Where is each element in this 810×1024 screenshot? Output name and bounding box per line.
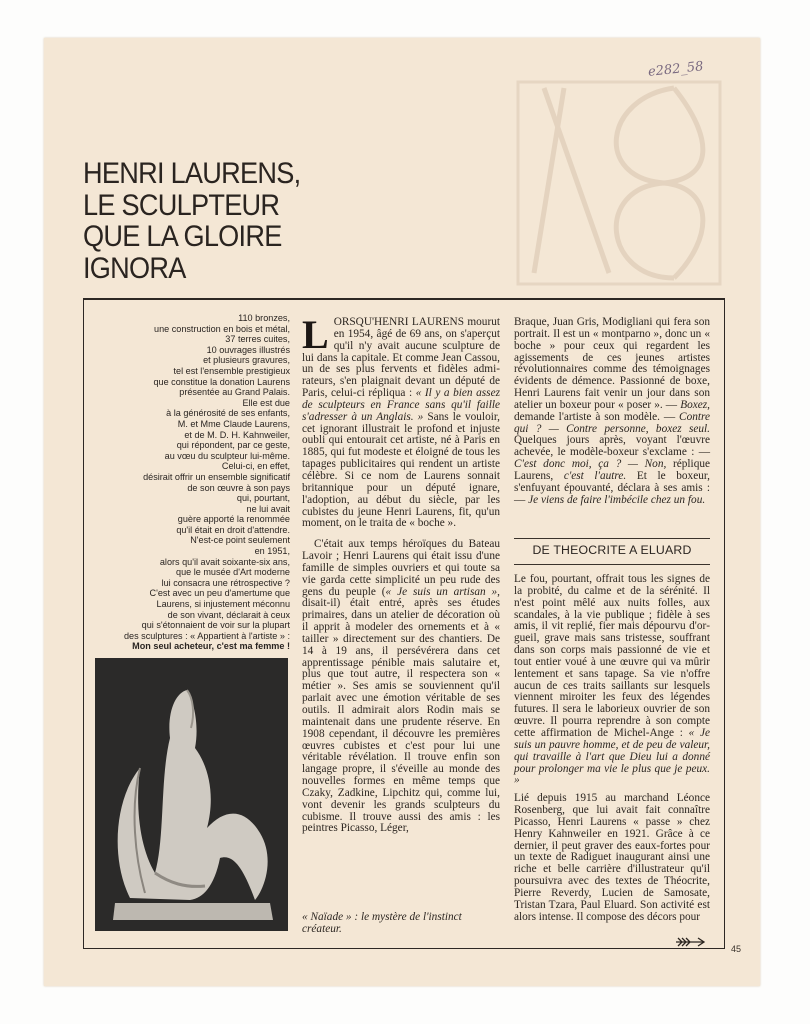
intro-line: C'est avec un peu d'amertume que xyxy=(149,588,290,599)
intro-line: qui s'étonnaient de voir sur la plupart xyxy=(141,620,290,631)
text-segment: Braque, Juan Gris, Modigliani qui fera son portrait. Il est un « montparno », donc un « boche » pour ceux qui regardent les agissements de ces jeunes artistes révolutionnaires comme des témoignages évidents de démence. Passionné de boxe, Henri Laurens fait venir un jour dans son atelier un boxeur pour « poser ». — xyxy=(514,316,710,411)
text-segment: Et le boxeur, s'enfuyant épouvanté, déclara à ses amis : — xyxy=(514,469,711,506)
text-segment: C'était aux temps héroïques du Bateau Lavoir ; Henri Laurens qui était issu d'une famille de simples ouvriers et qui toute sa vie garda cette simplicité un peu rude des gens du peuple ( xyxy=(302,538,500,598)
title-line: LE SCULPTEUR xyxy=(83,188,280,222)
intro-line: que le musée d'Art moderne xyxy=(176,567,290,578)
sculpture-photo-naiade xyxy=(95,658,288,931)
right-column xyxy=(514,317,710,507)
title-line: QUE LA GLOIRE xyxy=(83,220,282,253)
intro-line: à la générosité de ses enfants, xyxy=(166,408,290,419)
text-segment: réplique Laurens, xyxy=(514,458,711,482)
intro-line: et de M. D. H. Kahnweiler, xyxy=(184,429,290,440)
intro-line: de son vivant, déclarait à ceux xyxy=(167,609,290,620)
article-title xyxy=(83,158,300,284)
italic-text-segment: C'est donc moi, ça ? — Non, xyxy=(514,458,667,471)
paragraph xyxy=(302,312,500,530)
italic-text-segment: Contre qui ? — Contre personne, boxez seul. xyxy=(514,410,710,435)
text-segment: Le fou, pourtant, offrait tous les signes de la probité, du calme et de la sérénité. Il n'est point mêlé aux nuits folles, aux scandales, à la vie publique ; fidèle à ses amis, il vit replié, fier mais dépourvu d'orgueil, grave mais sans tristesse, souffrant dans son corps mais passionné de vie et tout entier voué à une œuvre qui va mûrir lentement et sans tapage. Sa vie n'offre aucun de ces traits saillants sur lesquels viennent miroiter les feux des légendes futures. Il sera le laborieux ouvrier de son œuvre. Il pourra reprendre à son compte cette affirmation de Michel-Ange : xyxy=(514,573,710,739)
italic-text-segment: « Il y a bien assez de sculpteurs en France sans qu'il faille s'adresser à un Anglais. » xyxy=(302,387,500,423)
title-line: IGNORA xyxy=(83,251,186,285)
intro-line: qu'il était en droit d'attendre. xyxy=(176,524,290,535)
intro-closing-quote: Mon seul acheteur, c'est ma femme ! xyxy=(132,641,290,652)
paragraph xyxy=(514,317,710,507)
text-segment: demande l'artiste à son modèle. — xyxy=(514,410,680,423)
page-number: 45 xyxy=(731,944,742,954)
paragraph xyxy=(514,793,710,923)
intro-line: Laurens, si injustement méconnu xyxy=(156,599,290,610)
intro-line: de son œuvre à son pays xyxy=(187,482,290,493)
section-heading: DE THEOCRITE A ELUARD xyxy=(532,543,692,557)
divider xyxy=(514,564,710,565)
intro-line: des sculptures : « Appartient à l'artiste » : xyxy=(123,630,290,641)
intro-line: une construction en bois et métal, xyxy=(154,323,290,334)
intro-line: Celui-ci, en effet, xyxy=(221,461,290,472)
intro-line: lui consacra une rétrospective ? xyxy=(161,577,290,588)
text-segment: Sans le vouloir, cet ignorant illustrait le profond et injuste oubli qui entourait cet artiste, né à Paris en 1885, qui fut modeste et éloigné de tous les tapages publicitaires qui rendent un artiste célèbre. Si ce nom de Laurens sonnait britannique pour un député ignare, l'adoption, au début du siècle, par les cubistes du jeune Henri Laurens, fit, qu'un moment, on le traita de « boche ». xyxy=(302,410,500,530)
intro-text xyxy=(95,313,290,652)
italic-text-segment: c'est l'autre. xyxy=(563,469,627,482)
watermark-letter-graphic xyxy=(514,78,724,288)
middle-column xyxy=(302,312,500,835)
intro-line: et plusieurs gravures, xyxy=(203,355,290,366)
continue-arrow-icon xyxy=(676,936,706,951)
intro-line: qui, pourtant, xyxy=(236,493,290,504)
intro-line: Elle est due xyxy=(242,397,290,408)
intro-line: M. et Mme Claude Laurens, xyxy=(177,418,290,429)
intro-line: présentée au Grand Palais. xyxy=(179,387,290,398)
right-column-lower xyxy=(514,574,710,923)
title-line: HENRI LAURENS, xyxy=(83,157,301,190)
intro-line: 10 ouvrages illustrés xyxy=(206,344,290,355)
text-segment: Lié depuis 1915 au marchand Léonce Rosenberg, que lui avait fait connaître Picasso, Henri Laurens « passe » chez Henry Kahnweiler en 1921. Grâce à ce dernier, il peut graver des eaux-fortes pour un texte de Radiguet inaugurant ainsi une riche et belle carrière d'illustrateur qu'il poursuivra avec des textes de Théocrite, Pierre Reverdy, Lucien de Samosate, Tristan Tzara, Paul Eluard. Son activité est alors intense. Il compose des décors pour xyxy=(514,792,710,923)
paragraph xyxy=(514,574,710,787)
intro-line: guère apporté la renommée xyxy=(177,514,290,525)
text-segment: ORSQU'HENRI LAURENS mourut en 1954, âgé de 69 ans, on s'aperçut qu'il n'y avait aucune sculpture de lui dans la capitale. Et comme Jean Cassou, un de ses plus fervents et fidèles admirateurs, s'en plaignait devant un député de Paris, celui-ci répliqua : xyxy=(302,316,500,400)
italic-text-segment: « Je suis un artisan » xyxy=(385,585,498,598)
paragraph xyxy=(302,539,500,835)
intro-line: qui répondent, par ce geste, xyxy=(176,440,290,451)
intro-line: que constitue la donation Laurens xyxy=(153,376,290,387)
italic-text-segment: Boxez, xyxy=(680,398,710,411)
intro-line: alors qu'il avait soixante-six ans, xyxy=(159,556,290,567)
intro-line: 110 bronzes, xyxy=(238,313,290,323)
italic-text-segment: Je viens de faire l'imbécile chez un fou. xyxy=(528,493,706,506)
italic-text-segment: « Je suis un pauvre homme, et de peu de valeur, qui travaille à l'art que Dieu lui a donné pour prolonger ma vie le plus que je peux. » xyxy=(514,726,710,787)
intro-line: désirait offrir un ensemble significatif xyxy=(143,471,290,482)
intro-line: au vœu du sculpteur lui-même. xyxy=(164,450,290,461)
intro-line: 37 terres cuites, xyxy=(225,334,290,345)
handwritten-annotation: e282_58 xyxy=(647,59,705,80)
intro-line: ne lui avait xyxy=(246,503,290,514)
divider xyxy=(514,538,710,539)
intro-line: en 1951, xyxy=(254,546,290,557)
photo-caption: « Naïade » : le mystère de l'instinct créateur. xyxy=(302,911,462,935)
text-segment: , disait-il) était entré, après ses études primaires, dans un atelier de décoration où il apprit à modeler des ornements et à « tailler » directement sur des chantiers. De 14 à 19 ans, il persévérera dans cet apprentissage pénible mais salutaire et, plus que tout autre, il respectera son « métier ». Ses amis se souviennent qu'il parlait avec une émotion véritable de ses outils. Il admirait alors Rodin mais se maintenait dans une prudente réserve. En 1908 cependant, il découvre les premières œuvres cubistes et c'est pour lui une véritable révélation. Il trouve enfin son langage propre, il s'éveille au monde des nouvelles formes en même temps que Czaky, Zadkine, Lipchitz qui, comme lui, vont devenir les grands sculpteurs du cubisme. Il trouve aussi des amis : les peintres Picasso, Léger, xyxy=(302,585,500,835)
drop-cap: L xyxy=(302,312,329,357)
intro-line: tel est l'ensemble prestigieux xyxy=(173,365,290,376)
intro-line: N'est-ce point seulement xyxy=(190,535,290,546)
text-segment: Quelques jours après, voyant l'œuvre achevée, le modèle-boxeur s'exclame : — xyxy=(514,434,710,459)
